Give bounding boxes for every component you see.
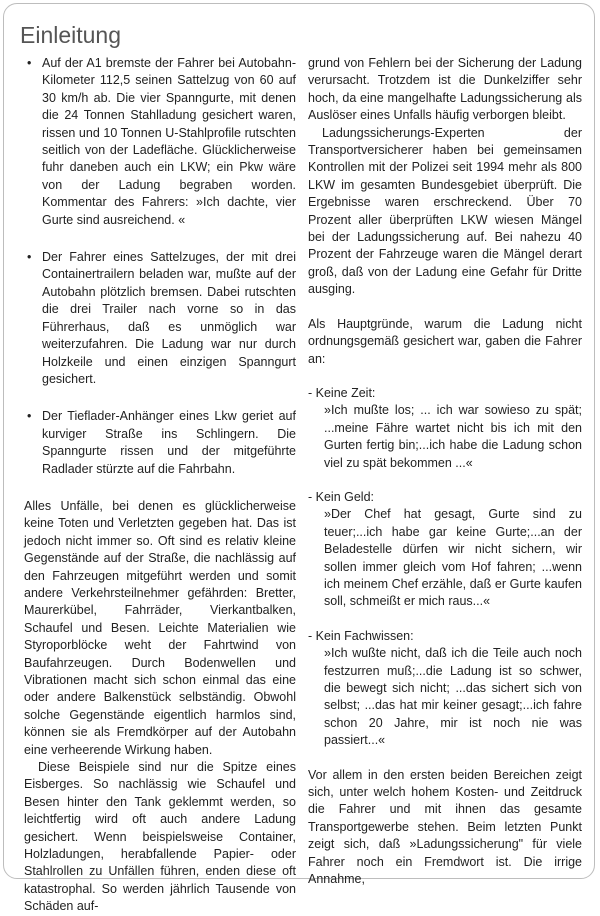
- reason-quote-money: »Der Chef hat gesagt, Gurte sind zu teuer;...ich habe gar keine Gurte;...an der Beladestelle dürfen wir nicht sichern, wir sollen immer gleich vom Hof fahren; ...wenn ich meinem Chef erzähle, daß er Gurte kaufen soll, schmeißt er mich raus...«: [324, 507, 582, 609]
- body-paragraph-2: Diese Beispiele sind nur die Spitze eines Eisberges. So nachlässig wie Schaufel und Besen hinter den Tank geklemmt werden, so leichtfertig wird oft auch andere Ladung gesichert. Wenn beispielsweise Container, Holzladungen, herabfallende Papier- oder Stahlrollen zu Unfällen führen, enden diese oft katastrophal. So werden jährlich Tausende von Schäden auf-: [24, 760, 296, 914]
- bullet-item-1: • Auf der A1 bremste der Fahrer bei Autobahn-Kilometer 112,5 seinen Sattelzug von 60 auf 30 km/h ab. Die vier Spanngurte, mit denen die 24 Tonnen Stahlladung gesichert waren, rissen und 10 Tonnen U-Stahlprofile rutschten seitlich von der Ladefläche. Glücklicherweise fuhr daneben auch ein LKW; ein Pkw wäre von der Ladung begraben worden. Kommentar des Fahrers: »Ich dachte, vier Gurte sind ausreichend. «: [24, 55, 296, 229]
- reason-quote-knowledge: »Ich wußte nicht, daß ich die Teile auch noch festzurren muß;...die Ladung ist so schwer, die bewegt sich nicht; ...das sichert sich von selbst; ...das hat mir keiner gesagt;...ich fahre schon 20 Jahre, mir ist noch nie was passiert...«: [324, 646, 582, 748]
- page: [3, 3, 595, 914]
- body-paragraph-6: Vor allem in den ersten beiden Bereichen zeigt sich, unter welch hohem Kosten- und Zeitdruck die Fahrer und mit ihnen das gesamte Transportgewerbe stehen. Beim letzten Punkt zeigt sich, daß »Ladungssicherung" für viele Fahrer noch ein Fremdwort ist. Die irrige Annahme,: [308, 767, 582, 887]
- body-paragraph-3: grund von Fehlern bei der Sicherung der Ladung verursacht. Trotzdem ist die Dunkelziffer sehr hoch, da eine mangelhafte Ladungssicherung als Auslöser eines Unfalls häufig verborgen bleibt.: [308, 56, 582, 123]
- bullet-item-3: • Der Tieflader-Anhänger eines Lkw geriet auf kurviger Straße ins Schlingern. Die Spanngurte rissen und der mitgeführte Radlader stürzte auf die Fahrbahn.: [24, 408, 296, 478]
- page-title: Einleitung: [20, 22, 122, 48]
- left-column: [24, 55, 296, 916]
- right-column: [308, 55, 582, 888]
- body-paragraph-1: Alles Unfälle, bei denen es glücklicherweise keine Toten und Verletzten gegeben hat. Das ist jedoch nicht immer so. Oft sind es relativ kleine Gegenstände auf der Straße, die nachlässig auf den Fahrzeugen mitgeführt werden und somit andere Verkehrsteilnehmer gefährden: Bretter, Maurerkübel, Fahrräder, Vierkantbalken, Schaufel und Besen. Leichte Materialien wie Styroporblöcke weht der Fahrtwind von Baufahrzeugen. Durch Bodenwellen und Vibrationen macht sich schon einmal das eine oder andere Balkenstück selbständig. Obwohl solche Gegenstände eigentlich harmlos sind, können sie als Fremdkörper auf der Autobahn eine verheerende Wirkung haben.: [24, 498, 296, 757]
- body-paragraph-5: Als Hauptgründe, warum die Ladung nicht ordnungsgemäß gesichert war, gaben die Fahrer an:: [308, 316, 582, 366]
- reason-title-time: - Keine Zeit:: [308, 385, 376, 400]
- reason-quote-time: »Ich mußte los; ... ich war sowieso zu spät; ...meine Fähre wartet nicht bis ich mit den Gurten fertig bin;...ich habe die Ladung schon viel zu spät bekommen ...«: [324, 403, 582, 470]
- reason-title-knowledge: - Kein Fachwissen:: [308, 628, 414, 643]
- body-paragraph-4: Ladungssicherungs-Experten der Transportversicherer haben bei gemeinsamen Kontrollen mit der Polizei seit 1994 mehr als 800 LKW im gesamten Bundesgebiet überprüft. Die Ergebnisse waren erschreckend. Über 70 Prozent aller überprüften LKW wiesen Mängel bei der Ladungssicherung auf. Bei nahezu 40 Prozent der Fahrzeuge waren die Mängel derart groß, daß von der Ladung eine Gefahr für Dritte ausging.: [308, 125, 582, 297]
- reason-title-money: - Kein Geld:: [308, 489, 375, 504]
- bullet-item-2: • Der Fahrer eines Sattelzuges, der mit drei Containertrailern beladen war, mußte auf der Autobahn plötzlich bremsen. Dabei rutschten die drei Trailer nach vorne so in das Führerhaus, daß es unmöglich war weiterzufahren. Die Ladung war nur durch Holzkeile und einen einzigen Spanngurt gesichert.: [24, 249, 296, 388]
